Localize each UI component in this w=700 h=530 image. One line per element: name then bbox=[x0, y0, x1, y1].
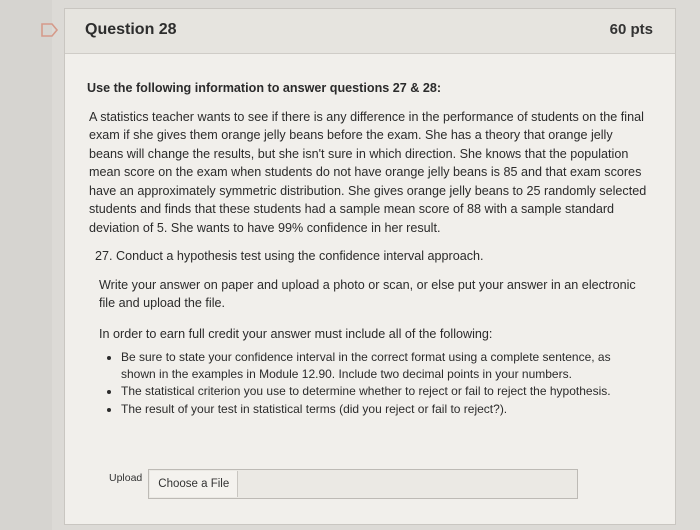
scenario-paragraph: A statistics teacher wants to see if there is any difference in the performance of students on the final exam if she gives them orange jelly beans before the exam. She has a theory that orange jelly beans will change the results, but she isn't sure in which direction. She knows that the population mean score on the exam when students do not have orange jelly beans is 85 and that exam scores have an approximately symmetric distribution. She gives orange jelly beans to 25 randomly selected students and finds that these students had a sample mean score of 88 with a sample standard deviation of 5. She wants to have 99% confidence in her result. bbox=[89, 109, 647, 235]
list-item: • The result of your test in statistical terms (did you reject or fail to reject?). bbox=[121, 401, 647, 418]
question-points: 60 pts bbox=[609, 21, 653, 38]
upload-row bbox=[109, 469, 578, 499]
list-item: • Be sure to state your confidence interval in the correct format using a complete sentence, as shown in the examples in Module 12.90. Include two decimal points in your numbers. bbox=[121, 349, 647, 382]
choose-file-button[interactable]: Choose a File bbox=[150, 471, 238, 497]
question-body bbox=[87, 79, 647, 418]
upload-instructions: Write your answer on paper and upload a photo or scan, or else put your answer in an electronic file and upload the file. bbox=[99, 277, 636, 310]
question-header bbox=[65, 9, 675, 54]
bookmark-icon[interactable] bbox=[40, 22, 60, 38]
question-card bbox=[64, 8, 676, 525]
upload-label: Upload bbox=[109, 472, 143, 484]
file-input[interactable] bbox=[148, 469, 578, 499]
question-27-text: 27. Conduct a hypothesis test using the confidence interval approach. bbox=[95, 249, 484, 263]
credit-heading: In order to earn full credit your answer must include all of the following: bbox=[99, 326, 493, 341]
list-item: • The statistical criterion you use to determine whether to reject or fail to reject the hypothesis. bbox=[121, 383, 647, 400]
question-title: Question 28 bbox=[85, 21, 177, 38]
requirements-list bbox=[87, 349, 647, 417]
intro-heading: Use the following information to answer questions 27 & 28: bbox=[87, 81, 442, 95]
left-margin bbox=[0, 0, 52, 530]
